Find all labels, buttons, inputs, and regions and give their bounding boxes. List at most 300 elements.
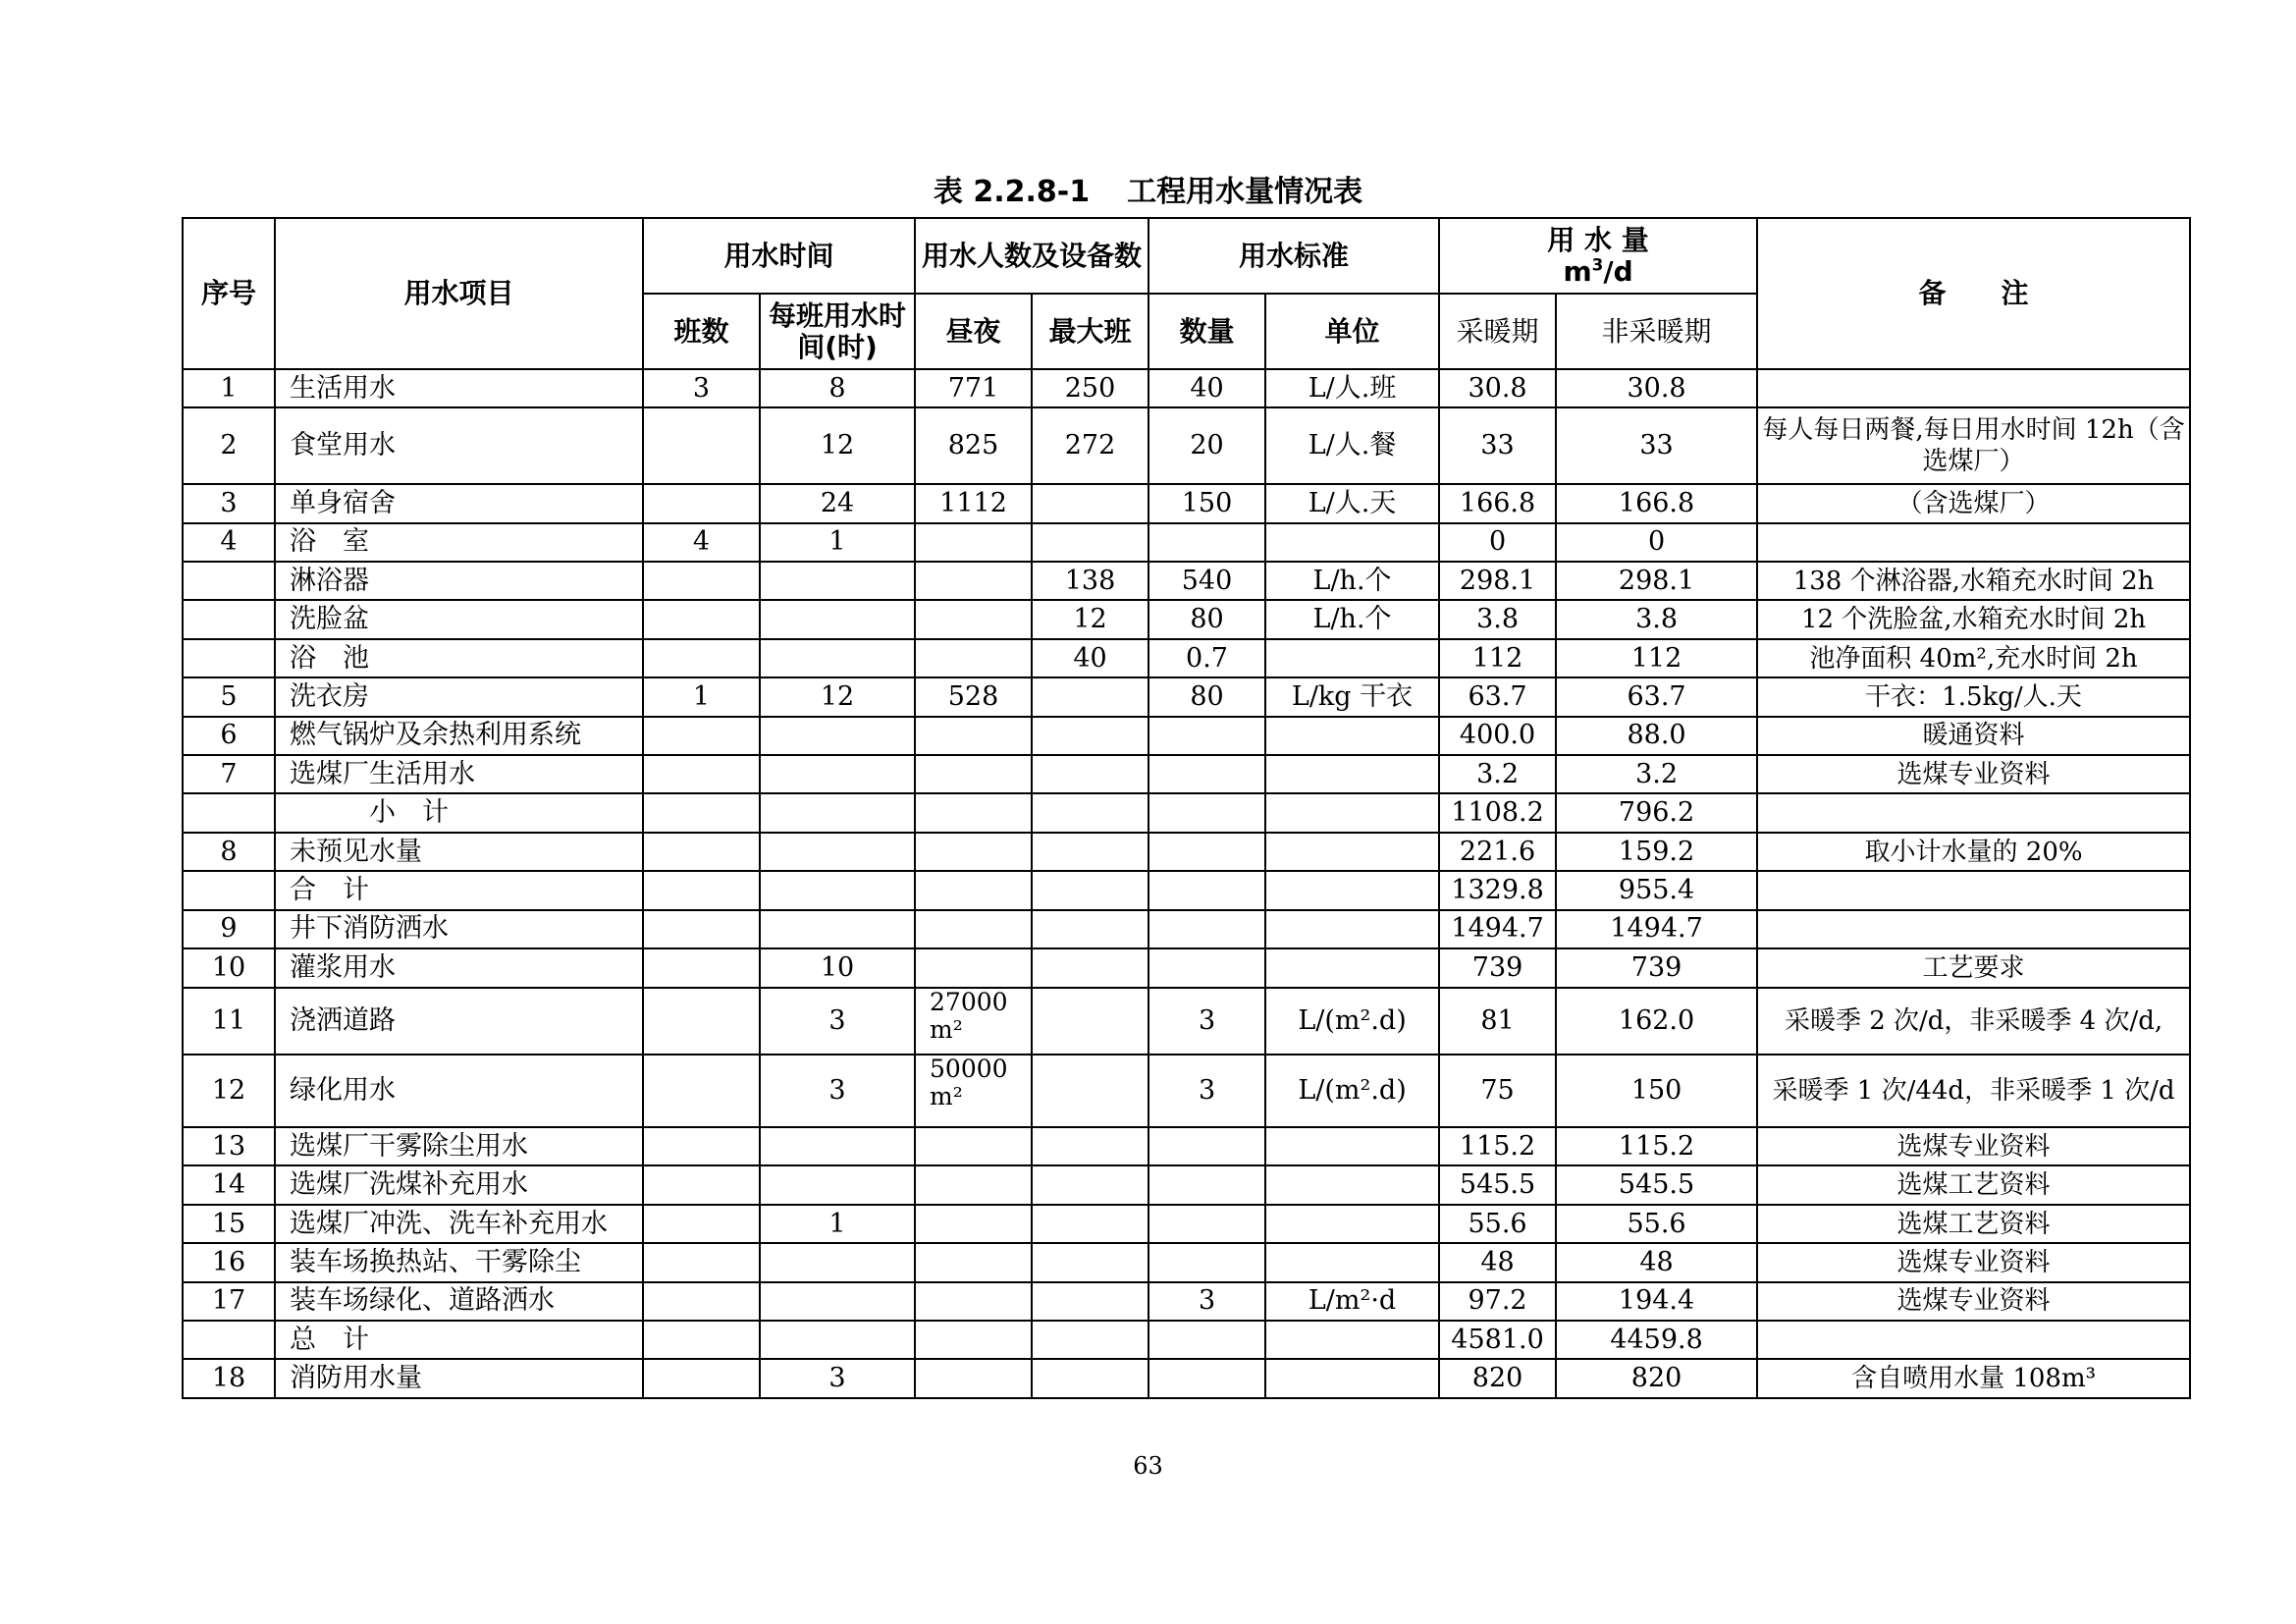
header-day-night: 昼夜: [915, 294, 1032, 369]
cell-max-shift: [1032, 948, 1148, 987]
cell-remark: 选煤专业资料: [1757, 1243, 2190, 1281]
cell-remark: 138 个淋浴器,水箱充水时间 2h: [1757, 562, 2190, 600]
header-shifts: 班数: [643, 294, 760, 369]
cell-remark: [1757, 871, 2190, 909]
cell-quantity: 20: [1148, 407, 1265, 484]
cell-quantity: [1148, 1205, 1265, 1243]
cell-max-shift: [1032, 1205, 1148, 1243]
table-row: [183, 755, 2190, 793]
cell-hours: 1: [760, 523, 915, 562]
cell-item: 洗脸盆: [275, 600, 643, 638]
cell-non-heating: 739: [1556, 948, 1757, 987]
cell-item: 装车场换热站、干雾除尘: [275, 1243, 643, 1281]
cell-unit: [1265, 755, 1439, 793]
cell-hours: [760, 755, 915, 793]
cell-unit: L/人.班: [1265, 369, 1439, 407]
cell-unit: L/m²·d: [1265, 1282, 1439, 1321]
cell-item: 食堂用水: [275, 407, 643, 484]
cell-max-shift: [1032, 717, 1148, 755]
cell-seq: 11: [183, 988, 275, 1056]
table-row: [183, 717, 2190, 755]
cell-shifts: [643, 755, 760, 793]
cell-quantity: 0.7: [1148, 639, 1265, 677]
cell-hours: 3: [760, 1359, 915, 1398]
header-water-unit: $m^3/d$: [1563, 254, 1633, 288]
cell-hours: [760, 1127, 915, 1165]
cell-hours: 1: [760, 1205, 915, 1243]
cell-remark: 采暖季 1 次/44d，非采暖季 1 次/d: [1757, 1055, 2190, 1127]
cell-unit: L/(m².d): [1265, 988, 1439, 1056]
table-header: [183, 218, 2190, 369]
cell-non-heating: 115.2: [1556, 1127, 1757, 1165]
cell-remark: [1757, 1321, 2190, 1359]
cell-heating: 55.6: [1439, 1205, 1556, 1243]
cell-hours: 12: [760, 407, 915, 484]
cell-quantity: 540: [1148, 562, 1265, 600]
cell-non-heating: 150: [1556, 1055, 1757, 1127]
cell-unit: [1265, 639, 1439, 677]
cell-remark: [1757, 523, 2190, 562]
cell-heating: 63.7: [1439, 677, 1556, 716]
cell-seq: 7: [183, 755, 275, 793]
cell-day-night: [915, 1359, 1032, 1398]
cell-heating: 97.2: [1439, 1282, 1556, 1321]
cell-heating: 48: [1439, 1243, 1556, 1281]
cell-hours: [760, 1321, 915, 1359]
cell-heating: 75: [1439, 1055, 1556, 1127]
cell-heating: 1329.8: [1439, 871, 1556, 909]
cell-quantity: [1148, 1243, 1265, 1281]
cell-unit: [1265, 1243, 1439, 1281]
table-row: [183, 948, 2190, 987]
header-time-group: 用水时间: [643, 218, 915, 294]
header-heating: 采暖期: [1439, 294, 1556, 369]
cell-quantity: [1148, 1165, 1265, 1204]
cell-heating: 112: [1439, 639, 1556, 677]
cell-day-night: [915, 793, 1032, 832]
header-seq: 序号: [183, 218, 275, 369]
cell-day-night: 771: [915, 369, 1032, 407]
cell-heating: 298.1: [1439, 562, 1556, 600]
cell-max-shift: [1032, 1127, 1148, 1165]
cell-unit: [1265, 1165, 1439, 1204]
cell-non-heating: 298.1: [1556, 562, 1757, 600]
table-body: [183, 369, 2190, 1398]
cell-item: 浇洒道路: [275, 988, 643, 1056]
cell-seq: 10: [183, 948, 275, 987]
cell-quantity: [1148, 755, 1265, 793]
cell-hours: [760, 1282, 915, 1321]
cell-max-shift: 12: [1032, 600, 1148, 638]
cell-non-heating: 955.4: [1556, 871, 1757, 909]
cell-shifts: [643, 1055, 760, 1127]
cell-remark: 选煤专业资料: [1757, 755, 2190, 793]
cell-max-shift: [1032, 755, 1148, 793]
cell-seq: 15: [183, 1205, 275, 1243]
cell-remark: 干衣：1.5kg/人.天: [1757, 677, 2190, 716]
cell-quantity: [1148, 523, 1265, 562]
cell-heating: 820: [1439, 1359, 1556, 1398]
cell-non-heating: 796.2: [1556, 793, 1757, 832]
header-people-group: 用水人数及设备数: [915, 218, 1148, 294]
cell-seq: 3: [183, 484, 275, 522]
cell-seq: 8: [183, 833, 275, 871]
cell-shifts: [643, 600, 760, 638]
cell-non-heating: 63.7: [1556, 677, 1757, 716]
cell-quantity: 3: [1148, 1282, 1265, 1321]
cell-heating: 115.2: [1439, 1127, 1556, 1165]
cell-shifts: [643, 1359, 760, 1398]
cell-hours: [760, 1243, 915, 1281]
cell-quantity: [1148, 717, 1265, 755]
cell-remark: 选煤工艺资料: [1757, 1165, 2190, 1204]
cell-quantity: [1148, 1127, 1265, 1165]
cell-unit: [1265, 523, 1439, 562]
cell-quantity: 3: [1148, 988, 1265, 1056]
cell-item: 单身宿舍: [275, 484, 643, 522]
cell-day-night: [915, 910, 1032, 948]
cell-day-night: 825: [915, 407, 1032, 484]
cell-non-heating: 0: [1556, 523, 1757, 562]
cell-max-shift: [1032, 1282, 1148, 1321]
cell-remark: 暖通资料: [1757, 717, 2190, 755]
cell-max-shift: 250: [1032, 369, 1148, 407]
cell-non-heating: 1494.7: [1556, 910, 1757, 948]
table-row: [183, 407, 2190, 484]
cell-non-heating: 3.8: [1556, 600, 1757, 638]
cell-shifts: 3: [643, 369, 760, 407]
cell-day-night: [915, 523, 1032, 562]
cell-max-shift: [1032, 910, 1148, 948]
cell-quantity: [1148, 948, 1265, 987]
header-quantity: 数量: [1148, 294, 1265, 369]
cell-remark: 工艺要求: [1757, 948, 2190, 987]
table-row: [183, 677, 2190, 716]
cell-non-heating: 55.6: [1556, 1205, 1757, 1243]
cell-seq: 17: [183, 1282, 275, 1321]
cell-max-shift: 40: [1032, 639, 1148, 677]
cell-item: 小 计: [275, 793, 643, 832]
cell-quantity: [1148, 1359, 1265, 1398]
cell-hours: 3: [760, 988, 915, 1056]
cell-hours: [760, 871, 915, 909]
table-row: [183, 988, 2190, 1056]
cell-quantity: 40: [1148, 369, 1265, 407]
cell-unit: L/h.个: [1265, 600, 1439, 638]
cell-hours: [760, 562, 915, 600]
cell-quantity: 150: [1148, 484, 1265, 522]
cell-seq: [183, 793, 275, 832]
cell-non-heating: 48: [1556, 1243, 1757, 1281]
cell-non-heating: 159.2: [1556, 833, 1757, 871]
cell-non-heating: 33: [1556, 407, 1757, 484]
cell-remark: 选煤专业资料: [1757, 1282, 2190, 1321]
cell-max-shift: [1032, 523, 1148, 562]
cell-item: 淋浴器: [275, 562, 643, 600]
header-max-shift: 最大班: [1032, 294, 1148, 369]
cell-seq: 18: [183, 1359, 275, 1398]
cell-unit: [1265, 833, 1439, 871]
cell-shifts: 4: [643, 523, 760, 562]
cell-max-shift: [1032, 988, 1148, 1056]
header-water-group: [1439, 218, 1757, 294]
cell-seq: 12: [183, 1055, 275, 1127]
header-hours-per-shift: 每班用水时间(时): [760, 294, 915, 369]
cell-day-night: [915, 948, 1032, 987]
table-row: [183, 910, 2190, 948]
cell-shifts: [643, 1243, 760, 1281]
cell-shifts: 1: [643, 677, 760, 716]
cell-remark: 选煤专业资料: [1757, 1127, 2190, 1165]
cell-heating: 3.2: [1439, 755, 1556, 793]
table-row: [183, 600, 2190, 638]
cell-quantity: 80: [1148, 677, 1265, 716]
cell-shifts: [643, 1282, 760, 1321]
cell-hours: 10: [760, 948, 915, 987]
cell-item: 洗衣房: [275, 677, 643, 716]
cell-shifts: [643, 871, 760, 909]
cell-remark: 12 个洗脸盆,水箱充水时间 2h: [1757, 600, 2190, 638]
header-item: 用水项目: [275, 218, 643, 369]
cell-day-night: 1112: [915, 484, 1032, 522]
cell-non-heating: 194.4: [1556, 1282, 1757, 1321]
cell-shifts: [643, 717, 760, 755]
table-row: [183, 484, 2190, 522]
cell-hours: [760, 639, 915, 677]
cell-day-night: [915, 639, 1032, 677]
cell-non-heating: 545.5: [1556, 1165, 1757, 1204]
cell-unit: L/h.个: [1265, 562, 1439, 600]
cell-item: 浴 室: [275, 523, 643, 562]
cell-seq: [183, 871, 275, 909]
cell-max-shift: [1032, 833, 1148, 871]
cell-max-shift: [1032, 1359, 1148, 1398]
cell-seq: [183, 562, 275, 600]
cell-seq: 13: [183, 1127, 275, 1165]
cell-item: 选煤厂冲洗、洗车补充用水: [275, 1205, 643, 1243]
cell-heating: 81: [1439, 988, 1556, 1056]
cell-heating: 0: [1439, 523, 1556, 562]
cell-hours: [760, 793, 915, 832]
cell-item: 选煤厂干雾除尘用水: [275, 1127, 643, 1165]
cell-max-shift: [1032, 1055, 1148, 1127]
cell-item: 井下消防洒水: [275, 910, 643, 948]
cell-item: 选煤厂生活用水: [275, 755, 643, 793]
cell-unit: [1265, 910, 1439, 948]
cell-day-night: [915, 1165, 1032, 1204]
cell-seq: 4: [183, 523, 275, 562]
cell-heating: 4581.0: [1439, 1321, 1556, 1359]
cell-remark: 含自喷用水量 108m³: [1757, 1359, 2190, 1398]
header-unit: 单位: [1265, 294, 1439, 369]
header-standard-group: 用水标准: [1148, 218, 1439, 294]
table-row: [183, 833, 2190, 871]
cell-shifts: [643, 562, 760, 600]
cell-remark: （含选煤厂）: [1757, 484, 2190, 522]
table-row: [183, 793, 2190, 832]
cell-item: 浴 池: [275, 639, 643, 677]
cell-hours: 24: [760, 484, 915, 522]
table-row: [183, 369, 2190, 407]
cell-heating: 739: [1439, 948, 1556, 987]
cell-day-night: [915, 755, 1032, 793]
table-row: [183, 1205, 2190, 1243]
cell-shifts: [643, 833, 760, 871]
cell-max-shift: 138: [1032, 562, 1148, 600]
cell-day-night: [915, 562, 1032, 600]
cell-heating: 545.5: [1439, 1165, 1556, 1204]
cell-shifts: [643, 1127, 760, 1165]
cell-hours: 8: [760, 369, 915, 407]
cell-max-shift: [1032, 793, 1148, 832]
cell-unit: L/人.餐: [1265, 407, 1439, 484]
cell-heating: 33: [1439, 407, 1556, 484]
cell-day-night: 27000 m²: [915, 988, 1032, 1056]
cell-remark: [1757, 793, 2190, 832]
cell-max-shift: [1032, 484, 1148, 522]
cell-shifts: [643, 988, 760, 1056]
cell-unit: L/人.天: [1265, 484, 1439, 522]
cell-item: 消防用水量: [275, 1359, 643, 1398]
cell-heating: 1494.7: [1439, 910, 1556, 948]
cell-item: 装车场绿化、道路洒水: [275, 1282, 643, 1321]
cell-quantity: 3: [1148, 1055, 1265, 1127]
cell-seq: [183, 1321, 275, 1359]
cell-item: 绿化用水: [275, 1055, 643, 1127]
table-number: 表 2.2.8-1: [933, 175, 1091, 209]
cell-seq: 6: [183, 717, 275, 755]
cell-non-heating: 166.8: [1556, 484, 1757, 522]
cell-item: 灌浆用水: [275, 948, 643, 987]
cell-shifts: [643, 484, 760, 522]
cell-seq: 2: [183, 407, 275, 484]
cell-shifts: [643, 910, 760, 948]
cell-heating: 221.6: [1439, 833, 1556, 871]
table-row: [183, 871, 2190, 909]
cell-max-shift: 272: [1032, 407, 1148, 484]
cell-shifts: [643, 639, 760, 677]
cell-remark: 选煤工艺资料: [1757, 1205, 2190, 1243]
cell-day-night: 528: [915, 677, 1032, 716]
table-row: [183, 1055, 2190, 1127]
cell-unit: [1265, 717, 1439, 755]
cell-hours: 3: [760, 1055, 915, 1127]
table-row: [183, 1282, 2190, 1321]
cell-seq: [183, 639, 275, 677]
cell-hours: [760, 717, 915, 755]
table-row: [183, 1243, 2190, 1281]
table-row: [183, 1127, 2190, 1165]
table-row: [183, 639, 2190, 677]
cell-heating: 166.8: [1439, 484, 1556, 522]
cell-max-shift: [1032, 1321, 1148, 1359]
cell-day-night: [915, 600, 1032, 638]
table-title: [0, 173, 2296, 212]
cell-max-shift: [1032, 1165, 1148, 1204]
cell-shifts: [643, 793, 760, 832]
cell-day-night: [915, 1205, 1032, 1243]
table-caption: 工程用水量情况表: [1127, 175, 1363, 209]
cell-max-shift: [1032, 1243, 1148, 1281]
cell-shifts: [643, 948, 760, 987]
cell-remark: 取小计水量的 20%: [1757, 833, 2190, 871]
table-row: [183, 1321, 2190, 1359]
cell-item: 合 计: [275, 871, 643, 909]
cell-seq: 14: [183, 1165, 275, 1204]
cell-unit: [1265, 1359, 1439, 1398]
cell-heating: 3.8: [1439, 600, 1556, 638]
cell-unit: L/kg 干衣: [1265, 677, 1439, 716]
cell-hours: 12: [760, 677, 915, 716]
cell-day-night: [915, 833, 1032, 871]
cell-non-heating: 3.2: [1556, 755, 1757, 793]
cell-hours: [760, 600, 915, 638]
cell-seq: 16: [183, 1243, 275, 1281]
cell-shifts: [643, 1321, 760, 1359]
cell-day-night: [915, 1282, 1032, 1321]
cell-day-night: [915, 717, 1032, 755]
cell-item: 生活用水: [275, 369, 643, 407]
cell-hours: [760, 1165, 915, 1204]
cell-non-heating: 820: [1556, 1359, 1757, 1398]
cell-hours: [760, 910, 915, 948]
cell-item: 选煤厂洗煤补充用水: [275, 1165, 643, 1204]
cell-non-heating: 88.0: [1556, 717, 1757, 755]
cell-max-shift: [1032, 677, 1148, 716]
header-remark: 备 注: [1757, 218, 2190, 369]
cell-day-night: [915, 1321, 1032, 1359]
cell-quantity: [1148, 871, 1265, 909]
cell-remark: [1757, 910, 2190, 948]
cell-unit: [1265, 793, 1439, 832]
cell-unit: [1265, 1205, 1439, 1243]
cell-unit: [1265, 948, 1439, 987]
cell-shifts: [643, 407, 760, 484]
cell-quantity: [1148, 1321, 1265, 1359]
cell-non-heating: 162.0: [1556, 988, 1757, 1056]
cell-day-night: [915, 871, 1032, 909]
table-row: [183, 523, 2190, 562]
cell-heating: 400.0: [1439, 717, 1556, 755]
cell-hours: [760, 833, 915, 871]
cell-seq: [183, 600, 275, 638]
cell-non-heating: 30.8: [1556, 369, 1757, 407]
cell-day-night: [915, 1243, 1032, 1281]
header-non-heating: 非采暖期: [1556, 294, 1757, 369]
page-number: 63: [1133, 1452, 1163, 1480]
cell-heating: 1108.2: [1439, 793, 1556, 832]
cell-day-night: [915, 1127, 1032, 1165]
cell-seq: 1: [183, 369, 275, 407]
cell-heating: 30.8: [1439, 369, 1556, 407]
cell-max-shift: [1032, 871, 1148, 909]
cell-quantity: [1148, 793, 1265, 832]
cell-unit: [1265, 1321, 1439, 1359]
cell-item: 未预见水量: [275, 833, 643, 871]
table-row: [183, 1165, 2190, 1204]
cell-quantity: [1148, 833, 1265, 871]
header-water-title: 用 水 量: [1547, 223, 1649, 256]
cell-unit: [1265, 871, 1439, 909]
cell-shifts: [643, 1165, 760, 1204]
water-usage-table: [182, 217, 2191, 1399]
cell-quantity: [1148, 910, 1265, 948]
cell-remark: 池净面积 40m²,充水时间 2h: [1757, 639, 2190, 677]
cell-quantity: 80: [1148, 600, 1265, 638]
cell-non-heating: 4459.8: [1556, 1321, 1757, 1359]
cell-remark: 每人每日两餐,每日用水时间 12h（含选煤厂）: [1757, 407, 2190, 484]
cell-seq: 9: [183, 910, 275, 948]
